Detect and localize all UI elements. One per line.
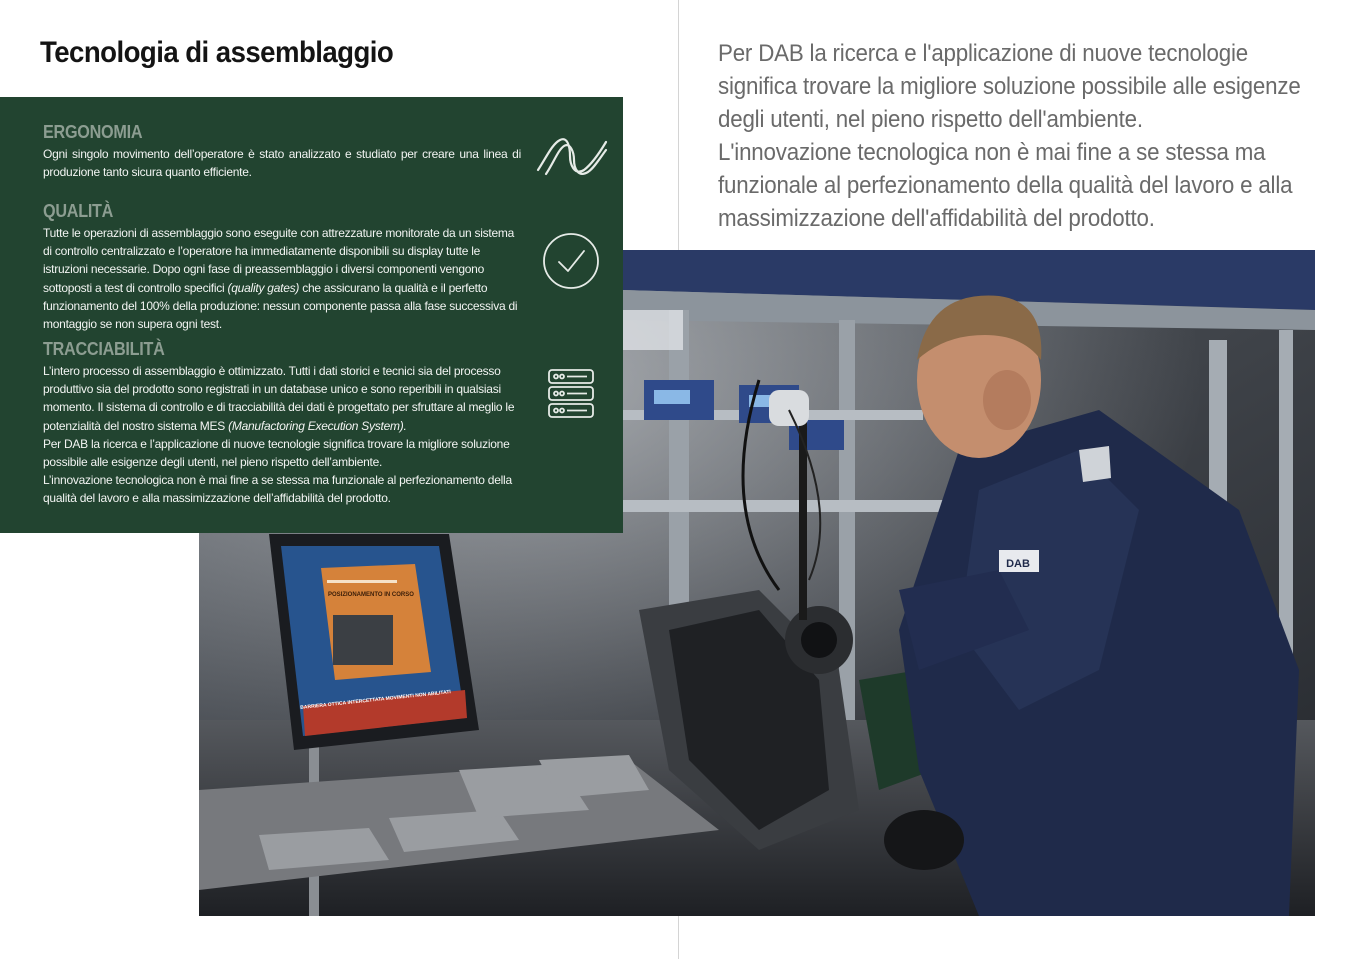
section-body-ergonomia: Ogni singolo movimento dell’operatore è stato analizzato e studiato per creare una linea di produzione tanto sicura quanto efficiente.: [43, 147, 521, 180]
dab-chest-badge: DAB: [1006, 558, 1030, 570]
section-qualita: [43, 201, 521, 333]
server-stack-icon: [547, 368, 595, 420]
section-body-tracciabilita: [43, 362, 521, 508]
wave-lines-icon: [536, 134, 608, 180]
info-panel: [0, 97, 623, 533]
section-heading-ergonomia: ERGONOMIA: [43, 122, 143, 142]
section-heading-tracciabilita: TRACCIABILITÀ: [43, 339, 165, 359]
intro-line: funzionale al perfezionamento della qualità del lavoro e alla: [718, 172, 1293, 199]
intro-line: significa trovare la migliore soluzione possibile alle esigenze: [718, 73, 1301, 100]
tracciabilita-text-part1: L’intero processo di assemblaggio è ottimizzato. Tutti i dati storici e tecnici sia del processo produttivo sia del prodotto sono registrati in un database unico e sono reperibili in qualsiasi momento. Il sistema di controllo e di tracciabilità dei dati è progettato per sfruttare al meglio le potenzialità del nostro sistema MES: [43, 364, 515, 433]
qualita-text-part1: Tutte le operazioni di assemblaggio sono eseguite con attrezzature monitorate da un sistema di controllo centralizzato e l’operatore ha immediatamente disponibili su display tutte le istruzioni necessarie. Dopo ogni fase di preassemblaggio i diversi componenti vengono sottoposti a test di controllo specifici: [43, 226, 515, 295]
qualita-text-emphasis: (quality gates): [227, 280, 300, 295]
intro-line: L'innovazione tecnologica non è mai fine a se stessa ma: [718, 139, 1266, 166]
checkmark-circle-icon: [542, 232, 600, 290]
tracciabilita-text-para2: Per DAB la ricerca e l’applicazione di nuove tecnologie significa trovare la migliore soluzione possibile alle esigenze degli utenti, nel pieno rispetto dell’ambiente.: [43, 436, 510, 470]
monitor-screen-heading: POSIZIONAMENTO IN CORSO: [328, 592, 414, 598]
section-body-qualita: [43, 224, 521, 333]
intro-line: degli utenti, nel pieno rispetto dell'ambiente.: [718, 106, 1143, 133]
qualita-text-part2: che assicurano la qualità e il perfetto funzionamento del 100% della produzione: nessun componente passa alla fase successiva di montaggio se non supera ogni test.: [43, 280, 518, 332]
intro-line: massimizzazione dell'affidabilità del prodotto.: [718, 205, 1155, 232]
page-title: Tecnologia di assemblaggio: [40, 36, 394, 69]
intro-paragraph: [718, 37, 1301, 235]
section-heading-qualita: QUALITÀ: [43, 201, 114, 221]
tracciabilita-text-emphasis: (Manufactoring Execution System).: [228, 418, 407, 433]
section-ergonomia: [43, 122, 521, 181]
tracciabilita-text-para3: L’innovazione tecnologica non è mai fine a se stessa ma funzionale al perfezionamento della qualità del lavoro e alla massimizzazione dell’affidabilità del prodotto.: [43, 473, 512, 506]
monitor-warning-banner: BARRIERA OTTICA INTERCETTATA MOVIMENTI NON ABILITATI: [300, 689, 452, 711]
section-tracciabilita: [43, 339, 521, 508]
intro-line: Per DAB la ricerca e l'applicazione di nuove tecnologie: [718, 40, 1249, 67]
